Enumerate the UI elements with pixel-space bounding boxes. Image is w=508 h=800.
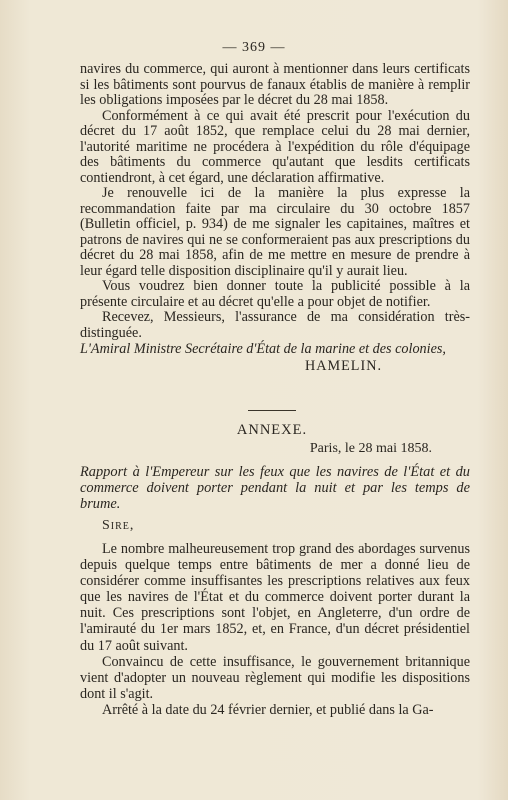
annexe-heading: ANNEXE. [236, 422, 308, 438]
dateline: Paris, le 28 mai 1858. [309, 441, 432, 456]
salutation: Sire, [102, 518, 135, 533]
paragraph-arrete: Arrêté à la date du 24 février dernier, et publié dans la Ga- [102, 701, 434, 718]
paragraph-publicite: Vous voudrez bien donner toute la publicité possible à la présente circulaire et au décret qu'elle a pour objet de notifier. [80, 278, 470, 310]
bottom-text-block [80, 541, 470, 718]
paragraph-conformement: Conformément à ce qui avait été prescrit pour l'exécution du décret du 17 août 1852, que remplace celui du 28 mai dernier, l'autorité maritime ne procédera à l'expédition du rôle d'équipage des bâtiments du commerce qu'autant que lesdits certificats contiendront, à cet égard, une déclaration affirmative. [80, 107, 470, 186]
page-number: — 369 — [222, 40, 286, 55]
top-text-block [80, 62, 470, 374]
paragraph-recommandation: Je renouvelle ici de la manière la plus expresse la recommandation faite par ma circulaire du 30 octobre 1857 (Bulletin officiel, p. 934) de me signaler les capitaines, maîtres et patrons de navires qui ne se conformeraient pas aux prescriptions du décret du 28 mai 1858, afin de me mettre en mesure de prendre à leur égard telle disposition disciplinaire qu'il y aurait lieu. [80, 185, 470, 279]
rapport-title-text: Rapport à l'Empereur sur les feux que les navires de l'État et du commerce doivent porter pendant la nuit et par les temps de brume. [80, 464, 470, 512]
paragraph-abordages: Le nombre malheureusement trop grand des abordages survenus depuis quelque temps entre bâtiments de mer a donné lieu de considérer comme insuffisantes les prescriptions relatives aux feux que les navires de l'État et du commerce doivent porter durant la nuit. Ces prescriptions sont l'objet, en Angleterre, d'un ordre de l'amirauté du 1er mars 1852, et, en France, d'un décret présidentiel du 17 août suivant. [80, 541, 470, 654]
paragraph-convaincu: Convaincu de cette insuffisance, le gouvernement britannique vient d'adopter un nouveau règlement qui modifie les dispositions dont il s'agit. [80, 653, 470, 702]
signature-name: HAMELIN. [305, 357, 382, 374]
paragraph-recevez: Recevez, Messieurs, l'assurance de ma considération très-distinguée. [80, 309, 470, 341]
paragraph-continuation: navires du commerce, qui auront à mentionner dans leurs certificats si les bâtiments sont pourvus de fanaux établis de manière à remplir les obligations imposées par le décret du 28 mai 1858. [80, 61, 470, 108]
rapport-title [80, 464, 470, 512]
signature-title: L'Amiral Ministre Secrétaire d'État de la marine et des colonies, [80, 341, 446, 357]
section-divider [248, 410, 296, 411]
